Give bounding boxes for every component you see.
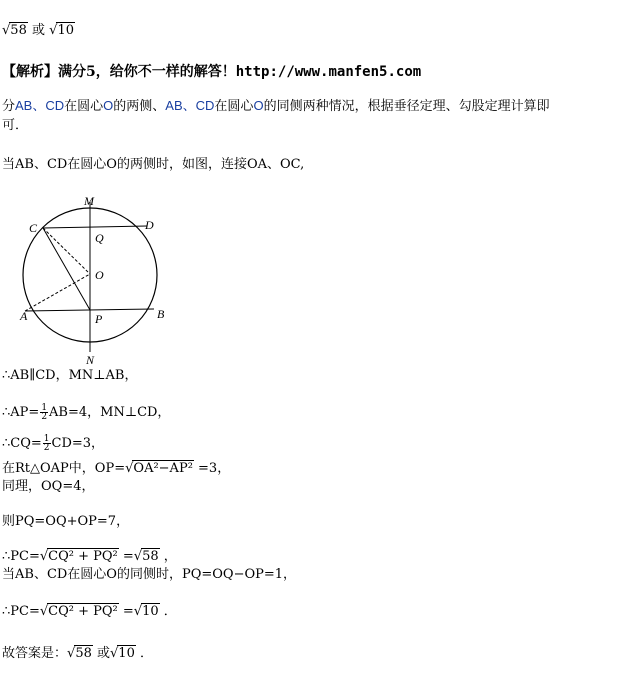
step-text: 在Rt△OAP中，OP= xyxy=(2,461,126,476)
result-value: 10 xyxy=(142,604,159,619)
step-text: ∴PC= xyxy=(2,604,40,619)
sqrt-sign: √ xyxy=(133,604,143,619)
analysis-promo: 满分5，给你不一样的解答！ xyxy=(58,64,236,80)
step-2 xyxy=(2,404,170,421)
answer-value-1: 58 xyxy=(10,23,27,38)
intro-text: 分 xyxy=(2,99,16,114)
sqrt-sign: √ xyxy=(67,646,76,661)
step-text: ． xyxy=(159,604,177,619)
radicand: CQ² + PQ² xyxy=(48,549,118,564)
fraction-num: 1 xyxy=(43,434,50,444)
sqrt-sign: √ xyxy=(2,23,11,38)
sqrt-sign: √ xyxy=(39,549,49,564)
label-c: C xyxy=(29,221,38,235)
case1-heading: 当AB、CD在圆心O的两侧时，如图，连接OA、OC, xyxy=(2,157,305,172)
step-text: = xyxy=(118,604,134,619)
intro-ab: AB、CD xyxy=(165,98,215,113)
final-answer xyxy=(2,645,153,662)
intro-text: 在圆心 xyxy=(214,99,254,114)
radicand: CQ² + PQ² xyxy=(48,604,118,619)
step-text: = xyxy=(118,549,134,564)
final-value-2: 10 xyxy=(118,646,135,661)
intro-text: 在圆心 xyxy=(64,99,104,114)
final-prefix: 故答案是： xyxy=(2,646,68,661)
intro-ab: AB、CD xyxy=(15,98,65,113)
segment-pc xyxy=(43,228,90,310)
step-text: ∴AP= xyxy=(2,405,40,420)
sqrt-sign: √ xyxy=(133,549,143,564)
intro-line-1 xyxy=(2,98,550,115)
step-text: ∴PC= xyxy=(2,549,40,564)
final-or: 或 xyxy=(92,646,110,661)
radicand: OA²−AP² xyxy=(133,461,193,476)
segment-oc xyxy=(43,228,90,274)
label-b: B xyxy=(157,307,165,321)
step-text: =3， xyxy=(193,461,231,476)
result-value: 58 xyxy=(142,549,159,564)
step-1: ∴AB∥CD，MN⊥AB， xyxy=(2,368,138,383)
intro-line-2: 可． xyxy=(2,118,29,133)
step-9 xyxy=(2,603,177,620)
step-text: CD=3， xyxy=(51,436,105,451)
answer-line xyxy=(2,22,75,39)
answer-or: 或 xyxy=(31,23,45,38)
sqrt-sign: √ xyxy=(49,23,58,38)
label-o: O xyxy=(95,268,104,282)
step-5: 同理，OQ=4， xyxy=(2,479,95,494)
label-q: Q xyxy=(95,231,104,245)
label-a: A xyxy=(20,309,28,323)
sqrt-sign: √ xyxy=(125,461,134,476)
fraction-num: 1 xyxy=(41,403,48,413)
sqrt-sign: √ xyxy=(110,646,119,661)
label-d: D xyxy=(145,218,154,232)
site-url[interactable]: http://www.manfen5.com xyxy=(235,64,422,80)
final-end: ． xyxy=(135,646,153,661)
fraction-half xyxy=(43,435,51,452)
step-7 xyxy=(2,548,177,565)
intro-text: 的两侧、 xyxy=(113,99,166,114)
analysis-bracket: 【解析】 xyxy=(2,64,58,80)
final-value-1: 58 xyxy=(75,646,92,661)
label-p: P xyxy=(95,312,103,326)
intro-o: O xyxy=(253,98,264,113)
analysis-header xyxy=(2,64,421,80)
label-n: N xyxy=(86,353,95,367)
fraction-den: 2 xyxy=(43,443,50,453)
step-text: ∴CQ= xyxy=(2,436,42,451)
intro-text: 的同侧两种情况，根据垂径定理、勾股定理计算即 xyxy=(263,99,550,114)
step-text: AB=4，MN⊥CD， xyxy=(49,405,171,420)
step-text: ， xyxy=(159,549,177,564)
fraction-half xyxy=(40,404,48,421)
step-8: 当AB、CD在圆心O的同侧时，PQ=OQ−OP=1， xyxy=(2,567,297,582)
step-4 xyxy=(2,460,230,477)
answer-value-2: 10 xyxy=(57,23,74,38)
step-3 xyxy=(2,435,104,452)
fraction-den: 2 xyxy=(41,412,48,422)
chord-cd xyxy=(43,226,147,228)
intro-o: O xyxy=(103,98,114,113)
sqrt-sign: √ xyxy=(39,604,49,619)
circle-figure xyxy=(14,190,184,370)
label-m: M xyxy=(84,194,94,208)
step-6: 则PQ=OQ+OP=7， xyxy=(2,514,130,529)
